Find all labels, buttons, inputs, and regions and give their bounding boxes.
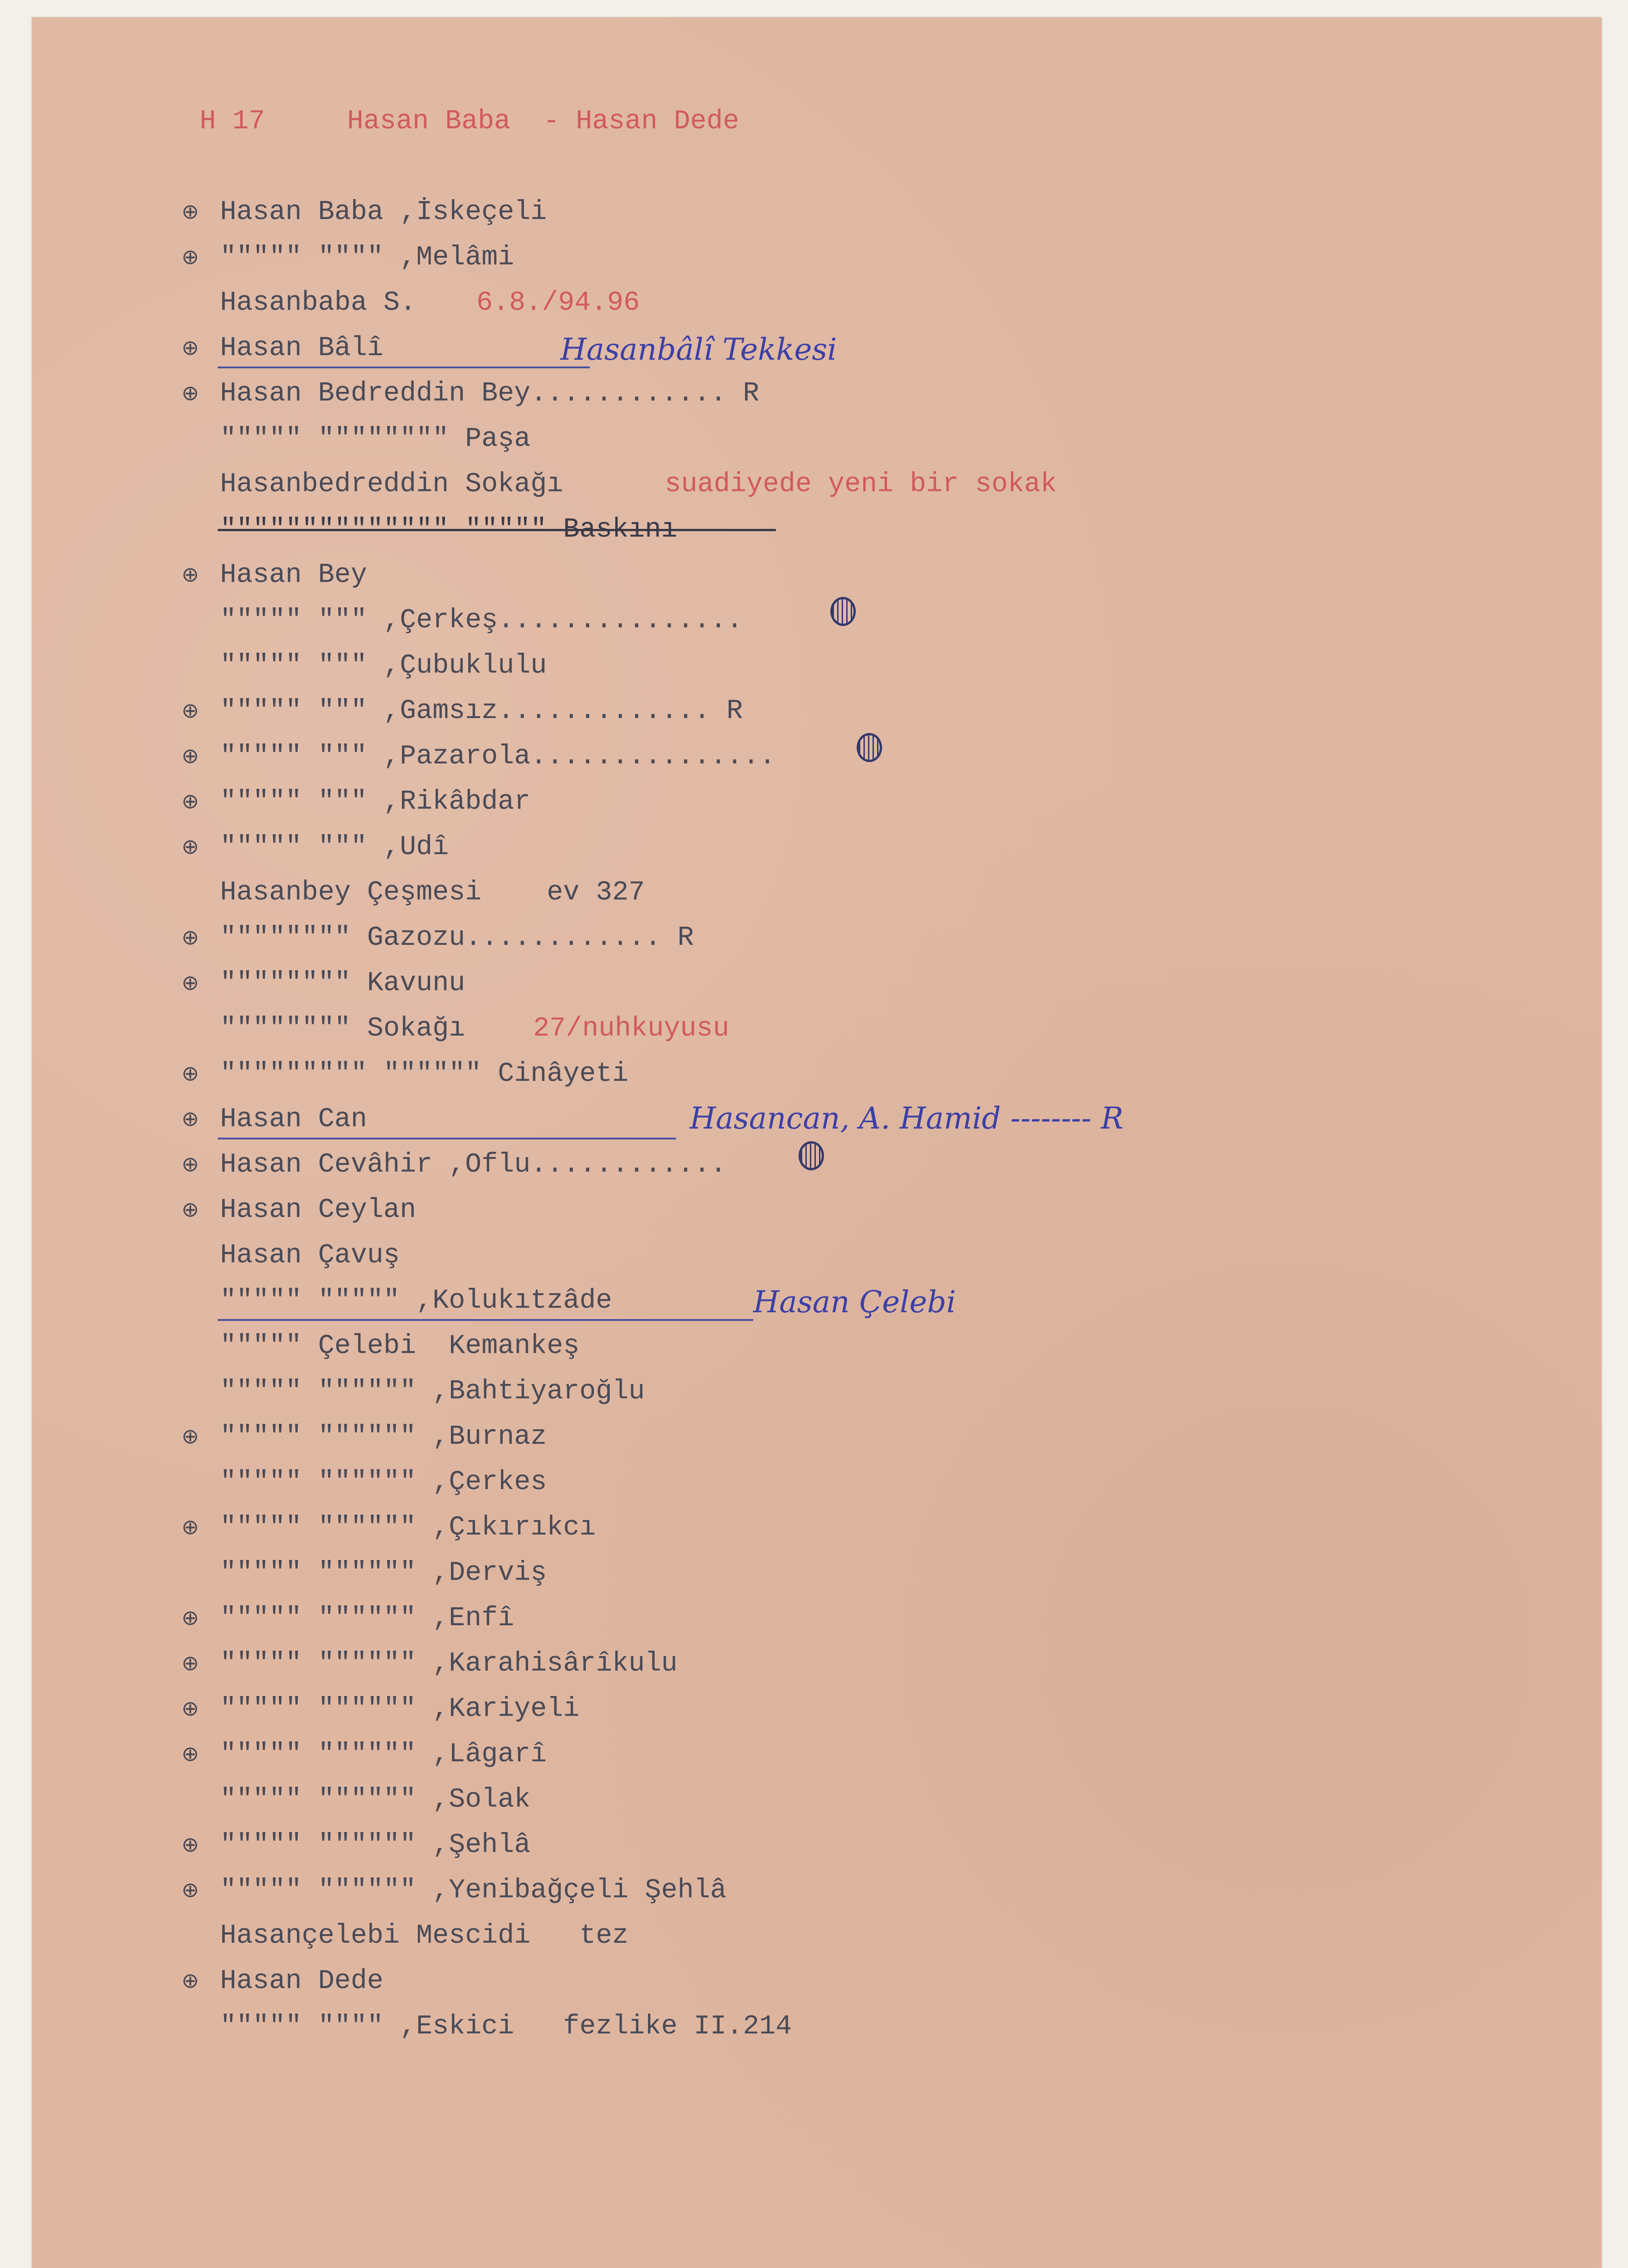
entry-line: """"" """""" ,Yenibağçeli Şehlâ [220,1875,727,1906]
entry-line: """"" """""" ,Bahtiyaroğlu [220,1376,645,1407]
check-mark-icon: ⊕ [181,1968,199,1993]
entry-line: """"" """ ,Pazarola............... [220,741,776,772]
check-mark-icon: ⊕ [181,335,199,360]
check-mark-icon: ⊕ [181,743,199,768]
check-mark-icon: ⊕ [181,1605,199,1630]
ink-underline [218,367,590,368]
entry-line: Hasan Baba ,İskeçeli [220,197,547,228]
red-note: 6.8./94.96 [476,288,640,318]
entry-line: Hasan Çavuş [220,1240,400,1271]
check-mark-icon: ⊕ [181,381,199,405]
entry-line: Hasan Bedreddin Bey............ R [220,378,760,409]
entry-line: """""""" Sokağı [220,1013,466,1044]
archive-card [32,17,1602,2268]
handwritten-note: Hasan Çelebi [753,1285,956,1320]
entry-line: """"" """""" ,Çıkırıkcı [220,1512,596,1543]
entry-line: """"" """""" ,Lâgarî [220,1739,547,1770]
check-mark-icon: ⊕ [181,562,199,587]
entry-line: """"" """""" ,Çerkes [220,1467,547,1498]
entry-line: """"" """" ,Melâmi [220,242,515,273]
struck-entry-line: """""""""""""" """"" Baskını [220,514,678,545]
entry-line: """"" """ ,Çerkeş............... [220,605,743,636]
entry-line: """"" """" ,Eskici fezlike II.214 [220,2011,792,2042]
entry-line: """"" """""" ,Derviş [220,1558,547,1589]
entry-line: """"" """ ,Gamsız............. R [220,696,743,727]
entry-line: """"" """ ,Rikâbdar [220,787,531,817]
check-mark-icon: ⊕ [181,1152,199,1176]
entry-line: Hasan Dede [220,1966,384,1997]
hatched-circle-icon [830,597,856,626]
entry-line: """""""" Gazozu............ R [220,923,694,953]
entry-line: """"""""" """""" Cinâyeti [220,1059,629,1090]
check-mark-icon: ⊕ [181,970,199,995]
entry-line: """"" """""" ,Enfî [220,1603,515,1634]
entry-line: """"" """""" ,Şehlâ [220,1830,531,1861]
entry-line: """"" """""" ,Burnaz [220,1422,547,1452]
ink-underline [218,1319,753,1321]
entry-line: """"" """""" ,Kariyeli [220,1694,580,1725]
check-mark-icon: ⊕ [181,244,199,269]
card-title: Hasan Baba - Hasan Dede [347,106,740,137]
check-mark-icon: ⊕ [181,789,199,813]
check-mark-icon: ⊕ [181,1106,199,1131]
entry-line: Hasanbedreddin Sokağı [220,469,564,500]
handwritten-note: Hasanbâlî Tekkesi [560,332,837,367]
entry-line: """"" """""""" Paşa [220,424,531,455]
check-mark-icon: ⊕ [181,1832,199,1857]
entry-line: Hasançelebi Mescidi tez [220,1921,629,1951]
entry-line: Hasan Cevâhir ,Oflu............ [220,1149,727,1180]
entry-line: """"" """"" ,Kolukıtzâde [220,1286,613,1316]
check-mark-icon: ⊕ [181,1877,199,1902]
check-mark-icon: ⊕ [181,1741,199,1766]
check-mark-icon: ⊕ [181,199,199,224]
red-note: suadiyede yeni bir sokak [665,469,1057,500]
entry-line: """"" """ ,Çubuklulu [220,650,547,681]
check-mark-icon: ⊕ [181,1061,199,1085]
red-note: 27/nuhkuyusu [533,1013,730,1044]
entry-line: Hasanbey Çeşmesi ev 327 [220,877,645,908]
entry-line: Hasan Bey [220,560,368,591]
check-mark-icon: ⊕ [181,834,199,859]
check-mark-icon: ⊕ [181,1651,199,1675]
entry-line: """""""" Kavunu [220,968,466,999]
hatched-circle-icon [799,1141,824,1170]
check-mark-icon: ⊕ [181,1696,199,1721]
entry-line: Hasanbaba S. [220,288,417,318]
entry-line: """"" Çelebi Kemankeş [220,1331,580,1362]
strike-through [218,529,776,531]
entry-line: """"" """""" ,Karahisârîkulu [220,1648,678,1679]
entry-line: Hasan Ceylan [220,1195,417,1226]
entry-line: Hasan Can [220,1104,368,1135]
check-mark-icon: ⊕ [181,1515,199,1539]
entry-line: Hasan Bâlî [220,333,384,364]
card-code: H 17 [200,106,265,137]
check-mark-icon: ⊕ [181,698,199,723]
check-mark-icon: ⊕ [181,925,199,949]
check-mark-icon: ⊕ [181,1197,199,1222]
hatched-circle-icon [857,733,882,762]
check-mark-icon: ⊕ [181,1424,199,1448]
ink-underline [218,1138,676,1139]
handwritten-note: Hasancan, A. Hamid -------- R [690,1101,1123,1136]
entry-line: """"" """ ,Udî [220,832,449,863]
entry-line: """"" """""" ,Solak [220,1784,531,1815]
